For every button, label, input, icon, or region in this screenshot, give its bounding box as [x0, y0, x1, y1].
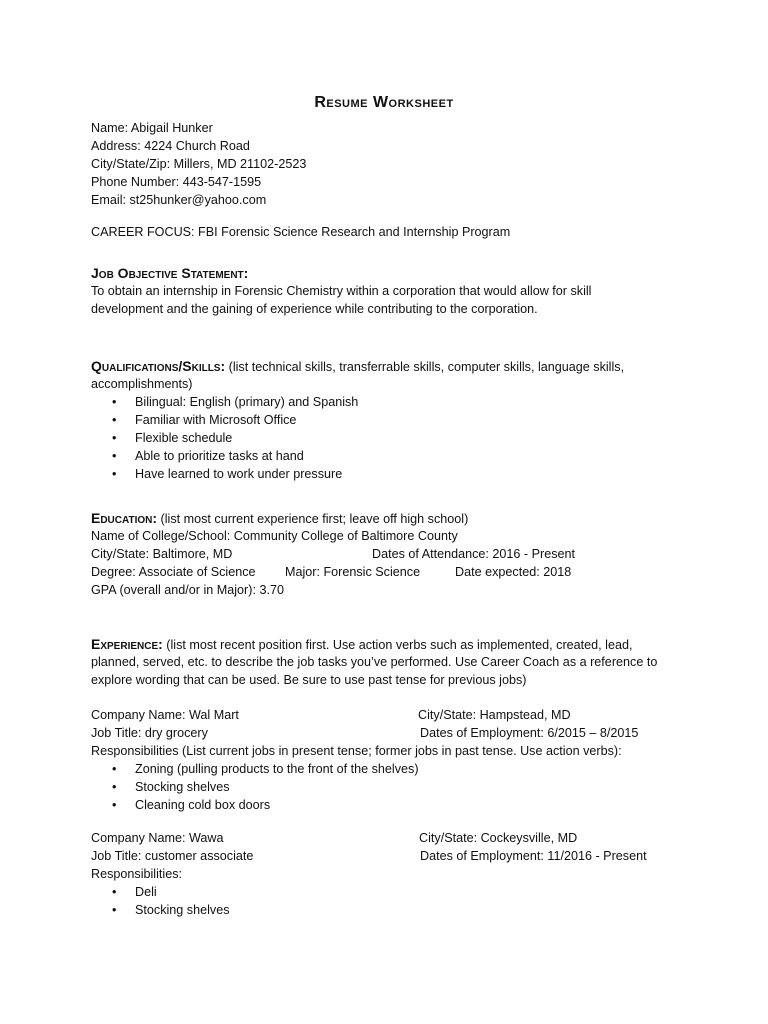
- list-item: • Zoning (pulling products to the front of the shelves): [91, 760, 691, 778]
- job-responsibilities-list: [91, 760, 691, 814]
- list-item: • Deli: [91, 883, 691, 901]
- job-dates: Dates of Employment: 11/2016 - Present: [420, 849, 647, 863]
- job-city: City/State: Hampstead, MD: [418, 708, 571, 722]
- career-focus-section: [91, 223, 691, 241]
- job-company-row: [91, 706, 691, 724]
- job-title: Job Title: customer associate: [91, 849, 254, 863]
- objective-heading: Job Objective Statement:: [91, 265, 249, 281]
- contact-name: Name: Abigail Hunker: [91, 121, 213, 135]
- education-section: [91, 509, 691, 599]
- list-item: • Stocking shelves: [91, 901, 691, 919]
- job-company: Company Name: Wal Mart: [91, 708, 239, 722]
- education-major: Major: Forensic Science: [285, 565, 421, 579]
- education-college: Name of College/School: Community College of Baltimore County: [91, 529, 458, 543]
- list-item: • Familiar with Microsoft Office: [91, 411, 691, 429]
- experience-heading: Experience:: [91, 636, 163, 652]
- qualifications-note-line-2: accomplishments): [91, 377, 193, 391]
- job-entry: [91, 706, 691, 814]
- education-degree: Degree: Associate of Science: [91, 565, 256, 579]
- education-city-row: [91, 545, 691, 563]
- job-company-row: [91, 829, 691, 847]
- qualifications-section: [91, 357, 691, 483]
- job-title: Job Title: dry grocery: [91, 726, 208, 740]
- job-responsibilities-label: Responsibilities (List current jobs in present tense; former jobs in past tense. Use action verbs):: [91, 744, 622, 758]
- job-city: City/State: Cockeysville, MD: [419, 831, 578, 845]
- qualifications-list: [91, 393, 691, 483]
- job-dates: Dates of Employment: 6/2015 – 8/2015: [420, 726, 639, 740]
- objective-text-line-1: To obtain an internship in Forensic Chemistry within a corporation that would allow for skill: [91, 284, 592, 298]
- experience-note-line-3: explore wording that can be used. Be sure to use past tense for previous jobs): [91, 673, 527, 687]
- job-entry: [91, 829, 691, 919]
- job-title-row: [91, 724, 691, 742]
- job-responsibilities-label: Responsibilities:: [91, 867, 182, 881]
- experience-note-line-2: planned, served, etc. to describe the job tasks you’ve performed. Use Career Coach as a reference to: [91, 655, 658, 669]
- job-responsibilities-list: [91, 883, 691, 919]
- list-item: • Bilingual: English (primary) and Spanish: [91, 393, 691, 411]
- education-note: (list most current experience first; leave off high school): [157, 512, 469, 526]
- job-title-row: [91, 847, 691, 865]
- education-heading-line: [91, 509, 691, 527]
- list-item: • Cleaning cold box doors: [91, 796, 691, 814]
- education-heading: Education:: [91, 510, 158, 526]
- qualifications-heading-line: [91, 357, 691, 375]
- list-item: • Have learned to work under pressure: [91, 465, 691, 483]
- experience-note-line-1: (list most recent position first. Use action verbs such as implemented, created, lead,: [162, 638, 633, 652]
- contact-address: Address: 4224 Church Road: [91, 139, 250, 153]
- objective-section: [91, 264, 691, 318]
- page-title: [0, 94, 768, 112]
- qualifications-note: (list technical skills, transferrable skills, computer skills, language skills,: [225, 360, 625, 374]
- list-item: • Able to prioritize tasks at hand: [91, 447, 691, 465]
- experience-section: [91, 635, 691, 689]
- contact-section: [91, 119, 691, 209]
- education-gpa: GPA (overall and/or in Major): 3.70: [91, 583, 284, 597]
- education-city: City/State: Baltimore, MD: [91, 547, 233, 561]
- education-expected: Date expected: 2018: [455, 565, 572, 579]
- page-title-text: Resume Worksheet: [314, 94, 454, 111]
- contact-phone: Phone Number: 443-547-1595: [91, 175, 262, 189]
- education-degree-row: [91, 563, 691, 581]
- qualifications-heading: Qualifications/Skills:: [91, 358, 226, 374]
- career-focus: CAREER FOCUS: FBI Forensic Science Research and Internship Program: [91, 225, 511, 239]
- objective-heading-line: [91, 264, 691, 282]
- list-item: • Stocking shelves: [91, 778, 691, 796]
- job-company: Company Name: Wawa: [91, 831, 224, 845]
- objective-text-line-2: development and the gaining of experience while contributing to the corporation.: [91, 302, 538, 316]
- contact-email: Email: st25hunker@yahoo.com: [91, 193, 267, 207]
- experience-heading-line: [91, 635, 691, 653]
- contact-city: City/State/Zip: Millers, MD 21102-2523: [91, 157, 307, 171]
- education-dates: Dates of Attendance: 2016 - Present: [372, 547, 576, 561]
- list-item: • Flexible schedule: [91, 429, 691, 447]
